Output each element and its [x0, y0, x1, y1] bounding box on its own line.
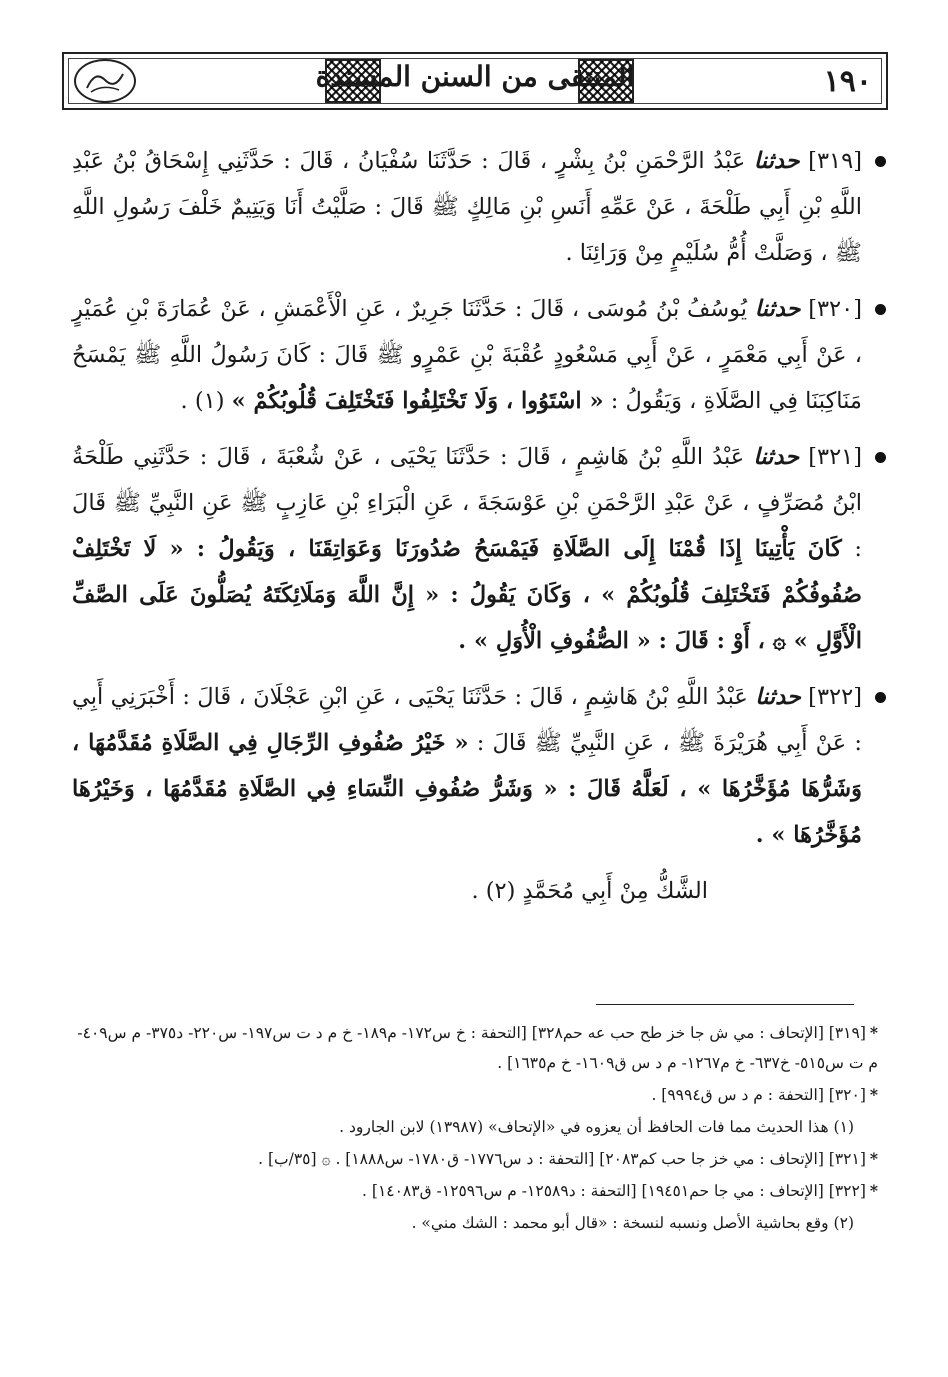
- footnote-text: (٢) وقع بحاشية الأصل ونسبه لنسخة : «قال أبو محمد : الشك مني» .: [411, 1214, 854, 1232]
- hadith-320: [72, 286, 878, 424]
- footnotes: [70, 1018, 878, 1240]
- hadith-number: [٣٢٢]: [808, 684, 862, 710]
- footnote-star: *: [869, 1085, 878, 1104]
- hadith-quote: « خَيْرُ صُفُوفِ الرِّجَالِ فِي الصَّلَاةِ مُقَدَّمُهَا ، وَشَرُّهَا مُؤَخَّرُهَا » ، لَعَلَّهُ قَالَ : « وَشَرُّ صُفُوفِ النِّسَاءِ فِي الصَّلَاةِ مُقَدَّمُهَا ، وَخَيْرُهَا مُؤَخَّرُهَا » .: [72, 730, 862, 848]
- hadith-number: [٣١٩]: [808, 148, 862, 174]
- bullet-icon: [875, 452, 886, 463]
- hadith-number: [٣٢٠]: [808, 296, 863, 322]
- main-text: [72, 138, 878, 914]
- hadith-lead: حدثنا: [753, 444, 800, 470]
- footnote-star: *: [869, 1149, 878, 1168]
- bullet-icon: [875, 304, 886, 315]
- hadith-321: [72, 434, 878, 664]
- hadith-tail: (١) .: [180, 388, 225, 414]
- hadith-322: [72, 674, 878, 858]
- bullet-icon: [875, 692, 886, 703]
- hadith-text: عَبْدُ اللَّهِ بْنُ هَاشِمٍ ، قَالَ : حَدَّثَنَا يَحْيَى ، عَنِ ابْنِ عَجْلَانَ ، قَالَ : أَخْبَرَنِي أَبِي : عَنْ أَبِي هُرَيْرَةَ ﷺ ، عَنِ النَّبِيِّ ﷺ قَالَ :: [72, 684, 863, 756]
- hadith-lead: حدثنا: [753, 148, 800, 174]
- footnote-319: [70, 1018, 878, 1078]
- page-number: ١٩٠: [823, 63, 872, 99]
- footnote-320: [70, 1080, 878, 1110]
- footnote-321: [70, 1144, 878, 1174]
- footnote-text: (١) هذا الحديث مما فات الحافظ أن يعزوه في «الإتحاف» (١٣٩٨٧) لابن الجارود .: [339, 1118, 854, 1136]
- footnote-star: *: [869, 1181, 878, 1200]
- closing-note: الشَّكُّ مِنْ أَبِي مُحَمَّدٍ (٢) .: [471, 878, 708, 904]
- bullet-icon: [875, 156, 886, 167]
- hadith-number: [٣٢١]: [808, 444, 863, 470]
- footnote-star: *: [869, 1023, 878, 1042]
- hadith-text: عَبْدُ الرَّحْمَنِ بْنُ بِشْرٍ ، قَالَ : حَدَّثَنَا سُفْيَانُ ، قَالَ : حَدَّثَنِي إِسْحَاقُ بْنُ عَبْدِ اللَّهِ بْنِ أَبِي طَلْحَةَ ، عَنْ عَمِّهِ أَنَسِ بْنِ مَالِكٍ ﷺ قَالَ : صَلَّيْتُ أَنَا وَيَتِيمٌ خَلْفَ رَسُولِ اللَّهِ ﷺ ، وَصَلَّتْ أُمُّ سُلَيْمٍ مِنْ وَرَائِنَا .: [72, 148, 862, 266]
- running-title: المنتقى من السنن المسندة: [315, 60, 635, 93]
- page-header: [62, 52, 888, 110]
- hadith-lead: حدثنا: [754, 296, 801, 322]
- footnote-2: [70, 1208, 878, 1238]
- footnote-divider: [596, 1004, 854, 1005]
- hadith-quote: كَانَ يَأْتِينَا إِذَا قُمْنَا إِلَى الصَّلَاةِ فَيَمْسَحُ صُدُورَنَا وَعَوَاتِقَنَا ، وَيَقُولُ : « لَا تَخْتَلِفْ صُفُوفُكُمْ فَتَخْتَلِفَ قُلُوبُكُمْ » ، وَكَانَ يَقُولُ : « إِنَّ اللَّهَ وَمَلَائِكَتَهُ يُصَلُّونَ عَلَى الصَّفِّ الْأَوَّلِ » ۞ ، أَوْ : قَالَ : « الصُّفُوفِ الْأُوَلِ » .: [72, 536, 862, 654]
- footnote-text: [٣١٩] [الإتحاف : مي ش جا خز طح حب عه حم٣٢٨] [التحفة : خ س١٧٢- م١٨٩- خ م د ت س١٩٧- س٢٢٠- د٣٧٥- م س٤٠٩- م ت س٥١٥- خ٦٣٧- خ م١٢٦٧- م د س ق١٦٠٩- خ م١٦٣٥] .: [77, 1024, 878, 1072]
- hadith-319: [72, 138, 878, 276]
- hadith-quote: « اسْتَوُوا ، وَلَا تَخْتَلِفُوا فَتَخْتَلِفَ قُلُوبُكُمْ »: [231, 388, 604, 414]
- footnote-text: [٣٢٢] [الإتحاف : مي جا حم١٩٤٥١] [التحفة : د١٢٥٨٩- م س١٢٥٩٦- ق١٤٠٨٣] .: [362, 1182, 866, 1200]
- footnote-322: [70, 1176, 878, 1206]
- footnote-text: [٣٢١] [الإتحاف : مي خز جا حب كم٢٠٨٣] [التحفة : د س١٧٧٦- ق١٧٨٠- س١٨٨٨] . ۞ [٣٥/ب] .: [258, 1150, 866, 1168]
- footnote-1: [70, 1112, 878, 1142]
- hadith-text: عَبْدُ اللَّهِ بْنُ هَاشِمٍ ، قَالَ : حَدَّثَنَا يَحْيَى ، عَنْ شُعْبَةَ ، قَالَ : حَدَّثَنِي طَلْحَةُ ابْنُ مُصَرِّفٍ ، عَنْ عَبْدِ الرَّحْمَنِ بْنِ عَوْسَجَةَ ، عَنِ الْبَرَاءِ بْنِ عَازِبٍ ﷺ عَنِ النَّبِيِّ ﷺ قَالَ :: [72, 444, 862, 562]
- hadith-text: يُوسُفُ بْنُ مُوسَى ، قَالَ : حَدَّثَنَا جَرِيرٌ ، عَنِ الْأَعْمَشِ ، عَنْ عُمَارَةَ بْنِ عُمَيْرٍ ، عَنْ أَبِي مَعْمَرٍ ، عَنْ أَبِي مَسْعُودٍ عُقْبَةَ بْنِ عَمْرٍو ﷺ قَالَ : كَانَ رَسُولُ اللَّهِ ﷺ يَمْسَحُ مَنَاكِبَنَا فِي الصَّلَاةِ ، وَيَقُولُ :: [72, 296, 862, 414]
- footnote-text: [٣٢٠] [التحفة : م د س ق٩٩٩٤] .: [651, 1086, 866, 1104]
- hadith-lead: حدثنا: [755, 684, 801, 710]
